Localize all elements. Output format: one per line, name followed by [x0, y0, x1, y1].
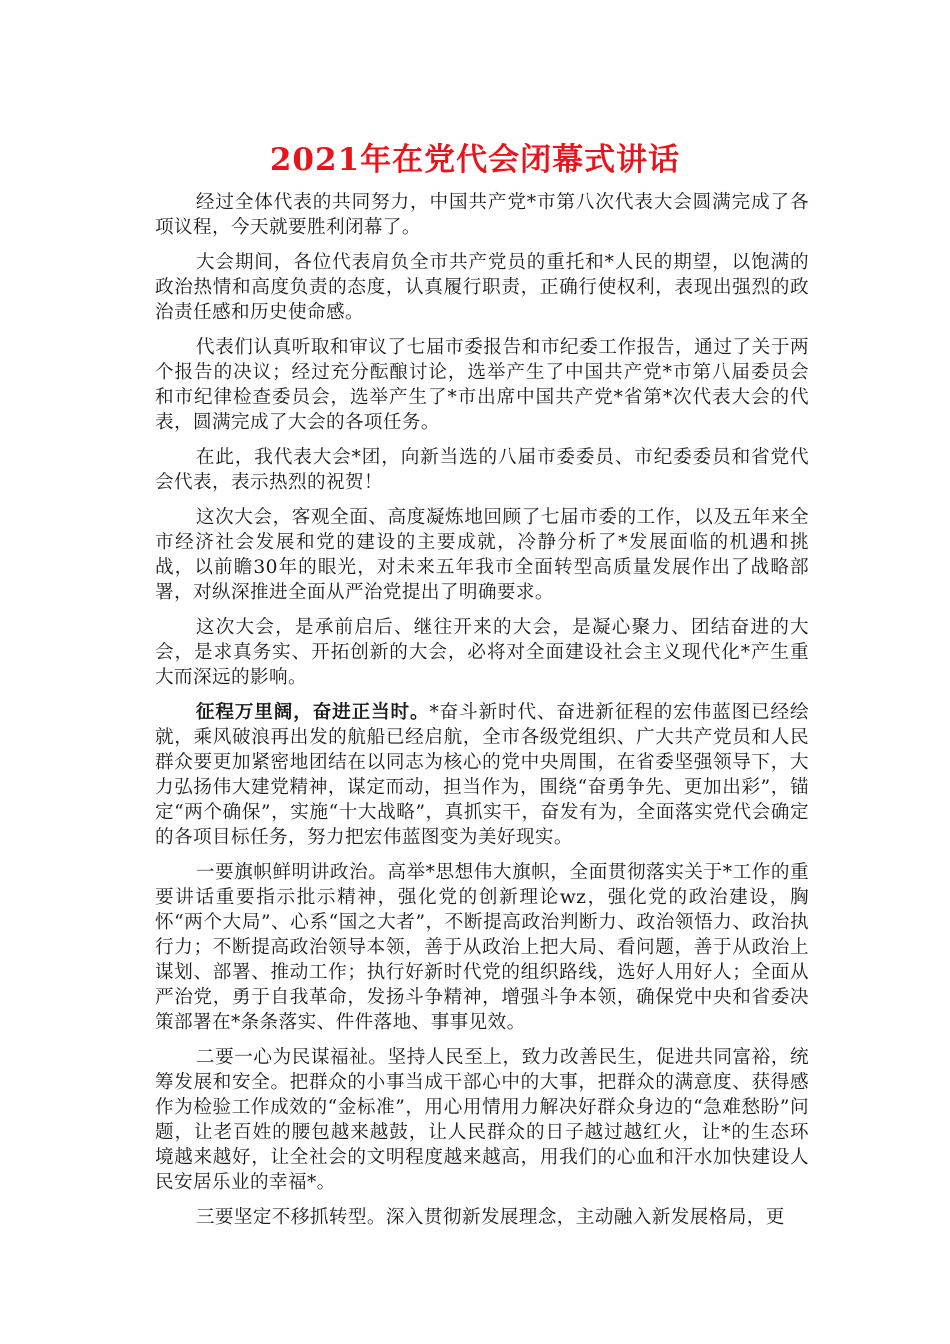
document-body — [155, 190, 809, 1240]
paragraph-text: 三要坚定不移抓转型。深入贯彻新发展理念，主动融入新发展格局，更 — [195, 1207, 785, 1228]
paragraph-text: 大会期间，各位代表肩负全市共产党员的重托和*人民的期望，以饱满的政治热情和高度负责的态度，认真履行职责，正确行使权利，表现出强烈的政治责任感和历史使命感。 — [155, 252, 809, 323]
paragraph-text: 经过全体代表的共同努力，中国共产党*市第八次代表大会圆满完成了各项议程，今天就要胜利闭幕了。 — [155, 192, 809, 238]
paragraph-lead-bold: 征程万里阔，奋进正当时。 — [195, 702, 430, 723]
paragraph-text: 在此，我代表大会*团，向新当选的八届市委委员、市纪委委员和省党代会代表，表示热烈的祝贺！ — [155, 447, 809, 493]
paragraph — [155, 1045, 809, 1195]
paragraph — [155, 860, 809, 1035]
paragraph — [155, 335, 809, 435]
paragraph-text: *奋斗新时代、奋进新征程的宏伟蓝图已经绘就，乘风破浪再出发的航船已经启航，全市各级党组织、广大共产党员和人民群众要更加紧密地团结在以同志为核心的党中央周围，在省委坚强领导下，大力弘扬伟大建党精神，谋定而动，担当作为，围绕“奋勇争先、更加出彩”，锚定“两个确保”，实施“十大战略”，真抓实干，奋发有为，全面落实党代会确定的各项目标任务，努力把宏伟蓝图变为美好现实。 — [155, 702, 809, 848]
paragraph — [155, 445, 809, 495]
paragraph — [155, 250, 809, 325]
paragraph — [155, 1205, 809, 1230]
paragraph-text: 二要一心为民谋福祉。坚持人民至上，致力改善民生，促进共同富裕，统筹发展和安全。把群众的小事当成干部心中的大事，把群众的满意度、获得感作为检验工作成效的“金标准”，用心用情用力解决好群众身边的“急难愁盼”问题，让老百姓的腰包越来越鼓，让人民群众的日子越过越红火，让*的生态环境越来越好，让全社会的文明程度越来越高，用我们的心血和汗水加快建设人民安居乐业的幸福*。 — [155, 1047, 809, 1193]
paragraph — [155, 700, 809, 850]
paragraph-text: 一要旗帜鲜明讲政治。高举*思想伟大旗帜，全面贯彻落实关于*工作的重要讲话重要指示批示精神，强化党的创新理论wz，强化党的政治建设，胸怀“两个大局”、心系“国之大者”，不断提高政治判断力、政治领悟力、政治执行力；不断提高政治领导本领，善于从政治上把大局、看问题，善于从政治上谋划、部署、推动工作；执行好新时代党的组织路线，选好人用好人；全面从严治党，勇于自我革命，发扬斗争精神，增强斗争本领，确保党中央和省委决策部署在*条条落实、件件落地、事事见效。 — [155, 862, 809, 1033]
paragraph-text: 代表们认真听取和审议了七届市委报告和市纪委工作报告，通过了关于两个报告的决议；经过充分酝酿讨论，选举产生了中国共产党*市第八届委员会和市纪律检查委员会，选举产生了*市出席中国共产党*省第*次代表大会的代表，圆满完成了大会的各项任务。 — [155, 337, 809, 433]
document-title: 2021年在党代会闭幕式讲话 — [269, 142, 681, 178]
paragraph-text: 这次大会，是承前启后、继往开来的大会，是凝心聚力、团结奋进的大会，是求真务实、开拓创新的大会，必将对全面建设社会主义现代化*产生重大而深远的影响。 — [155, 617, 809, 688]
paragraph — [155, 505, 809, 605]
paragraph — [155, 190, 809, 240]
paragraph-text: 这次大会，客观全面、高度凝炼地回顾了七届市委的工作，以及五年来全市经济社会发展和党的建设的主要成就，冷静分析了*发展面临的机遇和挑战，以前瞻30年的眼光，对未来五年我市全面转型高质量发展作出了战略部署，对纵深推进全面从严治党提出了明确要求。 — [155, 507, 809, 603]
paragraph — [155, 615, 809, 690]
